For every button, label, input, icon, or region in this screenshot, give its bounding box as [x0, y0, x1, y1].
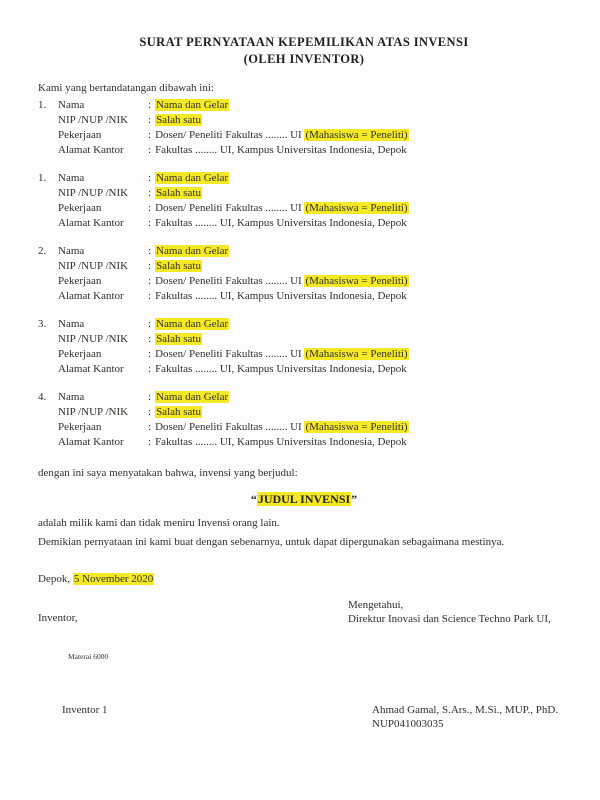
signatory-number-spacer [38, 362, 58, 377]
field-value-alamat [148, 216, 570, 231]
field-value-nip [148, 113, 570, 128]
colon: : [148, 363, 152, 375]
inventor-label: Inventor 1 [62, 704, 108, 716]
signatory-number-spacer [38, 186, 58, 201]
field-label-nama: Nama [58, 245, 85, 257]
field-label-nip: NIP /NUP /NIK [58, 333, 129, 345]
approver-block [348, 598, 570, 626]
field-value-nip [148, 186, 570, 201]
nip-highlight: Salah satu [156, 333, 201, 345]
alamat-text: Fakultas ........ UI, Kampus Universitas Indonesia, Depok [155, 217, 407, 229]
signatory-number: 1. [38, 172, 47, 184]
signatory-number-spacer [38, 420, 58, 435]
field-label-nip: NIP /NUP /NIK [58, 406, 129, 418]
signatory-list [38, 98, 570, 450]
signatory-number-spacer [38, 405, 58, 420]
quote-open: “ [250, 492, 257, 506]
colon: : [148, 333, 152, 345]
signatory-number-spacer [38, 259, 58, 274]
field-value-pekerjaan [148, 201, 570, 216]
field-value-nama [148, 244, 570, 259]
nama-highlight: Nama dan Gelar [156, 172, 229, 184]
field-label-nama: Nama [58, 318, 85, 330]
field-label-pekerjaan: Pekerjaan [58, 421, 102, 433]
signatory-block [38, 317, 570, 377]
colon: : [148, 187, 152, 199]
signatory-block [38, 98, 570, 158]
colon: : [148, 129, 152, 141]
approver-line1: Mengetahui, [348, 599, 404, 611]
place-label: Depok, [38, 573, 71, 585]
field-row-pekerjaan [38, 201, 570, 216]
nama-highlight: Nama dan Gelar [156, 99, 229, 111]
approver-name: Ahmad Gamal, S.Ars., M.Si., MUP., PhD. [372, 704, 559, 716]
colon: : [148, 172, 152, 184]
field-label-pekerjaan: Pekerjaan [58, 348, 102, 360]
field-label-nip: NIP /NUP /NIK [58, 114, 129, 126]
field-label-nama: Nama [58, 391, 85, 403]
field-label-alamat: Alamat Kantor [58, 217, 124, 229]
colon: : [148, 391, 152, 403]
signatory-number-spacer [38, 289, 58, 304]
signatory-block [38, 390, 570, 450]
field-row-nama [38, 244, 570, 259]
colon: : [148, 348, 152, 360]
field-value-nama [148, 98, 570, 113]
nama-highlight: Nama dan Gelar [156, 391, 229, 403]
alamat-text: Fakultas ........ UI, Kampus Universitas Indonesia, Depok [155, 144, 407, 156]
field-value-nip [148, 332, 570, 347]
pekerjaan-text: Dosen/ Peneliti Fakultas ........ UI [155, 275, 302, 287]
pekerjaan-highlight: (Mahasiswa = Peneliti) [305, 275, 408, 287]
field-value-pekerjaan [148, 274, 570, 289]
field-value-alamat [148, 435, 570, 450]
document-title [38, 34, 570, 68]
field-value-pekerjaan [148, 420, 570, 435]
pekerjaan-highlight: (Mahasiswa = Peneliti) [305, 348, 408, 360]
field-value-nip [148, 405, 570, 420]
field-label-nip: NIP /NUP /NIK [58, 187, 129, 199]
document-title-line1: SURAT PERNYATAAN KEPEMILIKAN ATAS INVENSI [139, 35, 469, 49]
field-row-nip [38, 186, 570, 201]
field-value-alamat [148, 143, 570, 158]
signatory-number-spacer [38, 274, 58, 289]
signatory-number-spacer [38, 435, 58, 450]
signatory-number-spacer [38, 113, 58, 128]
nip-highlight: Salah satu [156, 114, 201, 126]
colon: : [148, 217, 152, 229]
field-label-alamat: Alamat Kantor [58, 144, 124, 156]
approver-id: NUP041003035 [372, 718, 444, 730]
field-label-pekerjaan: Pekerjaan [58, 129, 102, 141]
colon: : [148, 290, 152, 302]
invention-title-highlight: JUDUL INVENSI [257, 492, 351, 506]
signatory-number: 3. [38, 318, 47, 330]
field-row-nip [38, 259, 570, 274]
signatory-number-spacer [38, 128, 58, 143]
invention-title-line [38, 492, 570, 507]
quote-close: ” [351, 492, 358, 506]
colon: : [148, 99, 152, 111]
colon: : [148, 144, 152, 156]
statement-line2: adalah milik kami dan tidak meniru Invensi orang lain. [38, 517, 280, 529]
alamat-text: Fakultas ........ UI, Kampus Universitas Indonesia, Depok [155, 363, 407, 375]
field-value-pekerjaan [148, 347, 570, 362]
colon: : [148, 202, 152, 214]
colon: : [148, 275, 152, 287]
field-row-pekerjaan [38, 347, 570, 362]
field-row-alamat [38, 362, 570, 377]
pekerjaan-text: Dosen/ Peneliti Fakultas ........ UI [155, 129, 302, 141]
field-label-pekerjaan: Pekerjaan [58, 202, 102, 214]
approver-line2: Direktur Inovasi dan Science Techno Park UI, [348, 613, 551, 625]
date-highlight: 5 November 2020 [73, 573, 154, 585]
field-row-nama [38, 317, 570, 332]
alamat-text: Fakultas ........ UI, Kampus Universitas Indonesia, Depok [155, 290, 407, 302]
colon: : [148, 436, 152, 448]
signatory-number-spacer [38, 332, 58, 347]
field-value-nip [148, 259, 570, 274]
field-label-nama: Nama [58, 99, 85, 111]
signatory-number-spacer [38, 143, 58, 158]
signatory-number: 1. [38, 99, 47, 111]
field-value-alamat [148, 289, 570, 304]
field-row-alamat [38, 143, 570, 158]
colon: : [148, 114, 152, 126]
field-label-alamat: Alamat Kantor [58, 290, 124, 302]
pekerjaan-text: Dosen/ Peneliti Fakultas ........ UI [155, 202, 302, 214]
field-label-nip: NIP /NUP /NIK [58, 260, 129, 272]
signatory-number-spacer [38, 216, 58, 231]
field-row-nip [38, 405, 570, 420]
colon: : [148, 318, 152, 330]
pekerjaan-highlight: (Mahasiswa = Peneliti) [305, 202, 408, 214]
colon: : [148, 245, 152, 257]
pekerjaan-text: Dosen/ Peneliti Fakultas ........ UI [155, 421, 302, 433]
field-label-nama: Nama [58, 172, 85, 184]
field-label-alamat: Alamat Kantor [58, 363, 124, 375]
field-row-nama [38, 171, 570, 186]
field-value-nama [148, 171, 570, 186]
alamat-text: Fakultas ........ UI, Kampus Universitas Indonesia, Depok [155, 436, 407, 448]
field-value-nama [148, 317, 570, 332]
signatory-number-spacer [38, 201, 58, 216]
pekerjaan-text: Dosen/ Peneliti Fakultas ........ UI [155, 348, 302, 360]
signatory-number: 2. [38, 245, 47, 257]
signature-header-row [38, 598, 570, 626]
field-label-pekerjaan: Pekerjaan [58, 275, 102, 287]
nama-highlight: Nama dan Gelar [156, 318, 229, 330]
field-row-pekerjaan [38, 128, 570, 143]
nip-highlight: Salah satu [156, 406, 201, 418]
field-row-pekerjaan [38, 274, 570, 289]
field-row-nama [38, 98, 570, 113]
colon: : [148, 406, 152, 418]
statement-line3: Demikian pernyataan ini kami buat dengan sebenarnya, untuk dapat dipergunakan sebagaimana mestinya. [38, 536, 505, 548]
field-value-alamat [148, 362, 570, 377]
materai-note: Materai 6000 [68, 652, 109, 661]
field-row-alamat [38, 435, 570, 450]
pekerjaan-highlight: (Mahasiswa = Peneliti) [305, 129, 408, 141]
signatory-block [38, 244, 570, 304]
nip-highlight: Salah satu [156, 187, 201, 199]
document-title-line2: (OLEH INVENTOR) [243, 52, 365, 66]
nip-highlight: Salah satu [156, 260, 201, 272]
field-value-nama [148, 390, 570, 405]
field-value-pekerjaan [148, 128, 570, 143]
date-line [38, 572, 570, 587]
signature-name-row [38, 703, 570, 731]
inventor-role-label: Inventor, [38, 612, 78, 624]
signatory-number: 4. [38, 391, 47, 403]
field-row-pekerjaan [38, 420, 570, 435]
pekerjaan-highlight: (Mahasiswa = Peneliti) [305, 421, 408, 433]
field-row-alamat [38, 216, 570, 231]
field-row-alamat [38, 289, 570, 304]
statement-line1: dengan ini saya menyatakan bahwa, invensi yang berjudul: [38, 467, 298, 479]
signatory-block [38, 171, 570, 231]
approver-identity [372, 703, 570, 731]
colon: : [148, 421, 152, 433]
nama-highlight: Nama dan Gelar [156, 245, 229, 257]
intro-line: Kami yang bertandatangan dibawah ini: [38, 82, 214, 94]
field-row-nama [38, 390, 570, 405]
colon: : [148, 260, 152, 272]
signatory-number-spacer [38, 347, 58, 362]
field-row-nip [38, 113, 570, 128]
field-label-alamat: Alamat Kantor [58, 436, 124, 448]
field-row-nip [38, 332, 570, 347]
